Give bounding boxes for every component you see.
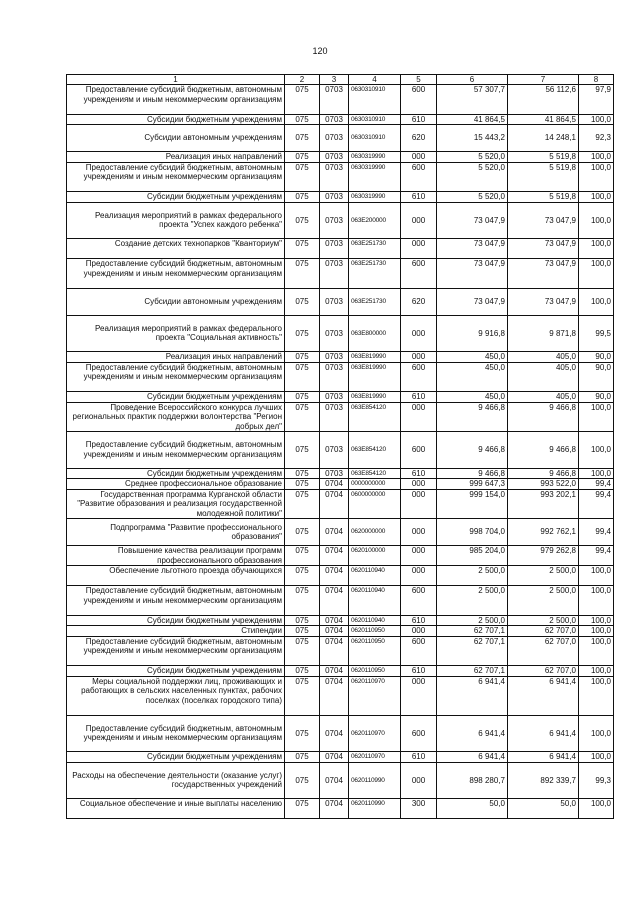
table-row [67,615,614,626]
actual-amount-cell: 73 047,9 [508,239,579,259]
expense-name-cell: Предоставление субсидий бюджетным, автономным учреждениям и иным некоммерческим организациям [67,636,285,666]
table-row [67,519,614,546]
actual-amount-cell: 5 519,8 [508,152,579,163]
grbs-code-cell: 075 [285,636,320,666]
actual-amount-cell: 405,0 [508,362,579,392]
expense-name-cell: Субсидии автономным учреждениям [67,125,285,152]
section-code-cell: 0704 [320,489,349,519]
target-article-cell: 0630319990 [349,152,401,163]
grbs-code-cell: 075 [285,676,320,715]
percent-cell: 100,0 [579,402,614,432]
grbs-code-cell: 075 [285,566,320,586]
actual-amount-cell: 9 466,8 [508,402,579,432]
table-row [67,259,614,289]
section-code-cell: 0703 [320,125,349,152]
section-code-cell: 0703 [320,239,349,259]
planned-amount-cell: 9 466,8 [437,468,508,479]
expense-type-cell: 600 [401,362,437,392]
grbs-code-cell: 075 [285,352,320,363]
planned-amount-cell: 57 307,7 [437,85,508,115]
grbs-code-cell: 075 [285,392,320,403]
expense-name-cell: Субсидии бюджетным учреждениям [67,114,285,125]
planned-amount-cell: 898 280,7 [437,762,508,799]
actual-amount-cell: 979 262,8 [508,546,579,566]
section-code-cell: 0704 [320,566,349,586]
expense-type-cell: 600 [401,162,437,192]
target-article-cell: 063E819990 [349,352,401,363]
planned-amount-cell: 62 707,1 [437,636,508,666]
target-article-cell: 0620110940 [349,586,401,616]
grbs-code-cell: 075 [285,362,320,392]
actual-amount-cell: 6 941,4 [508,752,579,763]
grbs-code-cell: 075 [285,432,320,469]
actual-amount-cell: 5 519,8 [508,162,579,192]
table-row [67,586,614,616]
grbs-code-cell: 075 [285,125,320,152]
expense-type-cell: 610 [401,615,437,626]
section-code-cell: 0704 [320,615,349,626]
actual-amount-cell: 993 202,1 [508,489,579,519]
percent-cell: 100,0 [579,202,614,239]
actual-amount-cell: 2 500,0 [508,566,579,586]
expense-type-cell: 000 [401,402,437,432]
percent-cell: 90,0 [579,392,614,403]
expense-type-cell: 610 [401,752,437,763]
percent-cell: 90,0 [579,362,614,392]
percent-cell: 100,0 [579,586,614,616]
table-row [67,752,614,763]
section-code-cell: 0703 [320,85,349,115]
planned-amount-cell: 5 520,0 [437,152,508,163]
table-row [67,315,614,352]
expense-type-cell: 000 [401,152,437,163]
target-article-cell: 0620110950 [349,626,401,637]
actual-amount-cell: 892 339,7 [508,762,579,799]
target-article-cell: 0630310910 [349,125,401,152]
section-code-cell: 0703 [320,259,349,289]
grbs-code-cell: 075 [285,626,320,637]
planned-amount-cell: 2 500,0 [437,566,508,586]
percent-cell: 100,0 [579,676,614,715]
target-article-cell: 0620110970 [349,752,401,763]
grbs-code-cell: 075 [285,315,320,352]
grbs-code-cell: 075 [285,239,320,259]
grbs-code-cell: 075 [285,202,320,239]
planned-amount-cell: 998 704,0 [437,519,508,546]
actual-amount-cell: 6 941,4 [508,676,579,715]
actual-amount-cell: 73 047,9 [508,259,579,289]
section-code-cell: 0704 [320,546,349,566]
actual-amount-cell: 56 112,6 [508,85,579,115]
target-article-cell: 063E854120 [349,468,401,479]
planned-amount-cell: 15 443,2 [437,125,508,152]
section-code-cell: 0703 [320,432,349,469]
table-row [67,362,614,392]
expense-type-cell: 000 [401,762,437,799]
target-article-cell: 063E251730 [349,288,401,315]
section-code-cell: 0704 [320,762,349,799]
expense-type-cell: 610 [401,192,437,203]
target-article-cell: 0620110990 [349,762,401,799]
actual-amount-cell: 9 466,8 [508,432,579,469]
actual-amount-cell: 405,0 [508,392,579,403]
table-row [67,479,614,490]
grbs-code-cell: 075 [285,799,320,819]
table-row [67,114,614,125]
planned-amount-cell: 450,0 [437,352,508,363]
grbs-code-cell: 075 [285,489,320,519]
target-article-cell: 0630319990 [349,192,401,203]
header-cell: 7 [508,75,579,85]
actual-amount-cell: 5 519,8 [508,192,579,203]
actual-amount-cell: 9 871,8 [508,315,579,352]
planned-amount-cell: 6 941,4 [437,676,508,715]
table-row [67,125,614,152]
actual-amount-cell: 993 522,0 [508,479,579,490]
expense-type-cell: 600 [401,85,437,115]
planned-amount-cell: 50,0 [437,799,508,819]
table-row [67,192,614,203]
section-code-cell: 0703 [320,402,349,432]
expense-name-cell: Подпрограмма "Развитие профессионального образования" [67,519,285,546]
grbs-code-cell: 075 [285,152,320,163]
expense-name-cell: Обеспечение льготного проезда обучающихся [67,566,285,586]
table-row [67,566,614,586]
actual-amount-cell: 2 500,0 [508,615,579,626]
percent-cell: 100,0 [579,152,614,163]
expense-name-cell: Предоставление субсидий бюджетным, автономным учреждениям и иным некоммерческим организациям [67,162,285,192]
planned-amount-cell: 5 520,0 [437,162,508,192]
target-article-cell: 063E251730 [349,259,401,289]
header-cell: 4 [349,75,401,85]
expense-type-cell: 000 [401,352,437,363]
expense-type-cell: 600 [401,715,437,752]
expense-type-cell: 000 [401,676,437,715]
expense-type-cell: 610 [401,114,437,125]
grbs-code-cell: 075 [285,114,320,125]
table-row [67,715,614,752]
percent-cell: 100,0 [579,626,614,637]
budget-table [66,74,614,819]
target-article-cell: 063E200000 [349,202,401,239]
actual-amount-cell: 405,0 [508,352,579,363]
grbs-code-cell: 075 [285,715,320,752]
target-article-cell: 0620110950 [349,636,401,666]
expense-type-cell: 000 [401,519,437,546]
target-article-cell: 063E800000 [349,315,401,352]
planned-amount-cell: 985 204,0 [437,546,508,566]
expense-type-cell: 600 [401,432,437,469]
table-row [67,432,614,469]
header-cell: 5 [401,75,437,85]
table-row [67,392,614,403]
percent-cell: 92,3 [579,125,614,152]
expense-name-cell: Предоставление субсидий бюджетным, автономным учреждениям и иным некоммерческим организациям [67,715,285,752]
actual-amount-cell: 62 707,0 [508,626,579,637]
expense-name-cell: Среднее профессиональное образование [67,479,285,490]
actual-amount-cell: 73 047,9 [508,202,579,239]
expense-type-cell: 000 [401,566,437,586]
target-article-cell: 0620110940 [349,615,401,626]
section-code-cell: 0703 [320,315,349,352]
table-row [67,402,614,432]
table-row [67,85,614,115]
section-code-cell: 0703 [320,362,349,392]
table-row [67,239,614,259]
target-article-cell: 0620110970 [349,715,401,752]
planned-amount-cell: 2 500,0 [437,586,508,616]
planned-amount-cell: 9 916,8 [437,315,508,352]
page-number: 120 [312,46,328,56]
planned-amount-cell: 41 864,5 [437,114,508,125]
planned-amount-cell: 73 047,9 [437,288,508,315]
actual-amount-cell: 992 762,1 [508,519,579,546]
actual-amount-cell: 2 500,0 [508,586,579,616]
table-row [67,636,614,666]
percent-cell: 100,0 [579,715,614,752]
planned-amount-cell: 73 047,9 [437,202,508,239]
table-row [67,162,614,192]
expense-type-cell: 610 [401,392,437,403]
percent-cell: 100,0 [579,239,614,259]
section-code-cell: 0704 [320,752,349,763]
expense-name-cell: Субсидии бюджетным учреждениям [67,666,285,677]
actual-amount-cell: 9 466,8 [508,468,579,479]
section-code-cell: 0704 [320,519,349,546]
expense-name-cell: Проведение Всероссийского конкурса лучших региональных практик поддержки волонтерства "Регион добрых дел" [67,402,285,432]
percent-cell: 99,3 [579,762,614,799]
grbs-code-cell: 075 [285,85,320,115]
header-cell: 1 [67,75,285,85]
target-article-cell: 0630310910 [349,85,401,115]
expense-name-cell: Предоставление субсидий бюджетным, автономным учреждениям и иным некоммерческим организациям [67,85,285,115]
grbs-code-cell: 075 [285,259,320,289]
planned-amount-cell: 62 707,1 [437,626,508,637]
target-article-cell: 0620100000 [349,546,401,566]
actual-amount-cell: 6 941,4 [508,715,579,752]
expense-type-cell: 610 [401,468,437,479]
grbs-code-cell: 075 [285,468,320,479]
expense-type-cell: 300 [401,799,437,819]
actual-amount-cell: 62 707,0 [508,636,579,666]
percent-cell: 100,0 [579,162,614,192]
grbs-code-cell: 075 [285,546,320,566]
section-code-cell: 0703 [320,114,349,125]
expense-name-cell: Предоставление субсидий бюджетным, автономным учреждениям и иным некоммерческим организациям [67,432,285,469]
planned-amount-cell: 450,0 [437,392,508,403]
actual-amount-cell: 73 047,9 [508,288,579,315]
percent-cell: 99,4 [579,546,614,566]
table-row [67,799,614,819]
expense-name-cell: Субсидии бюджетным учреждениям [67,752,285,763]
percent-cell: 97,9 [579,85,614,115]
expense-name-cell: Предоставление субсидий бюджетным, автономным учреждениям и иным некоммерческим организациям [67,259,285,289]
target-article-cell: 063E854120 [349,432,401,469]
section-code-cell: 0704 [320,636,349,666]
expense-type-cell: 620 [401,125,437,152]
section-code-cell: 0703 [320,152,349,163]
percent-cell: 100,0 [579,666,614,677]
target-article-cell: 0630319990 [349,162,401,192]
planned-amount-cell: 999 647,3 [437,479,508,490]
section-code-cell: 0704 [320,586,349,616]
section-code-cell: 0703 [320,392,349,403]
expense-type-cell: 000 [401,315,437,352]
target-article-cell: 063E251730 [349,239,401,259]
expense-name-cell: Реализация мероприятий в рамках федерального проекта "Успех каждого ребенка" [67,202,285,239]
table-row [67,202,614,239]
expense-name-cell: Предоставление субсидий бюджетным, автономным учреждениям и иным некоммерческим организациям [67,362,285,392]
expense-type-cell: 600 [401,636,437,666]
section-code-cell: 0704 [320,479,349,490]
expense-type-cell: 610 [401,666,437,677]
section-code-cell: 0703 [320,202,349,239]
section-code-cell: 0703 [320,288,349,315]
table-row [67,288,614,315]
section-code-cell: 0704 [320,676,349,715]
expense-type-cell: 000 [401,626,437,637]
target-article-cell: 0000000000 [349,479,401,490]
table-header-row [67,75,614,85]
header-cell: 3 [320,75,349,85]
planned-amount-cell: 9 466,8 [437,432,508,469]
expense-name-cell: Реализация мероприятий в рамках федерального проекта "Социальная активность" [67,315,285,352]
expense-name-cell: Социальное обеспечение и иные выплаты населению [67,799,285,819]
section-code-cell: 0703 [320,192,349,203]
grbs-code-cell: 075 [285,192,320,203]
actual-amount-cell: 62 707,0 [508,666,579,677]
grbs-code-cell: 075 [285,666,320,677]
grbs-code-cell: 075 [285,479,320,490]
target-article-cell: 0620110940 [349,566,401,586]
table-row [67,666,614,677]
expense-type-cell: 000 [401,479,437,490]
percent-cell: 100,0 [579,432,614,469]
percent-cell: 99,4 [579,479,614,490]
expense-name-cell: Создание детских технопарков "Кванториум" [67,239,285,259]
percent-cell: 99,4 [579,519,614,546]
planned-amount-cell: 6 941,4 [437,752,508,763]
percent-cell: 90,0 [579,352,614,363]
target-article-cell: 063E819990 [349,362,401,392]
grbs-code-cell: 075 [285,162,320,192]
planned-amount-cell: 6 941,4 [437,715,508,752]
expense-name-cell: Предоставление субсидий бюджетным, автономным учреждениям и иным некоммерческим организациям [67,586,285,616]
percent-cell: 99,4 [579,489,614,519]
table-row [67,352,614,363]
planned-amount-cell: 450,0 [437,362,508,392]
table-row [67,152,614,163]
target-article-cell: 0620110990 [349,799,401,819]
percent-cell: 100,0 [579,259,614,289]
planned-amount-cell: 62 707,1 [437,666,508,677]
planned-amount-cell: 999 154,0 [437,489,508,519]
planned-amount-cell: 5 520,0 [437,192,508,203]
table-row [67,468,614,479]
expense-type-cell: 000 [401,202,437,239]
expense-type-cell: 000 [401,489,437,519]
expense-type-cell: 620 [401,288,437,315]
header-cell: 6 [437,75,508,85]
expense-name-cell: Государственная программа Курганской области "Развитие образования и реализация государственной молодежной политики" [67,489,285,519]
table-row [67,546,614,566]
expense-type-cell: 600 [401,259,437,289]
expense-name-cell: Субсидии бюджетным учреждениям [67,192,285,203]
table-row [67,762,614,799]
grbs-code-cell: 075 [285,752,320,763]
expense-name-cell: Реализация иных направлений [67,352,285,363]
planned-amount-cell: 9 466,8 [437,402,508,432]
planned-amount-cell: 73 047,9 [437,239,508,259]
actual-amount-cell: 41 864,5 [508,114,579,125]
actual-amount-cell: 14 248,1 [508,125,579,152]
actual-amount-cell: 50,0 [508,799,579,819]
table-row [67,489,614,519]
percent-cell: 100,0 [579,615,614,626]
header-cell: 2 [285,75,320,85]
expense-type-cell: 000 [401,546,437,566]
planned-amount-cell: 73 047,9 [437,259,508,289]
grbs-code-cell: 075 [285,615,320,626]
percent-cell: 100,0 [579,288,614,315]
expense-name-cell: Субсидии бюджетным учреждениям [67,468,285,479]
grbs-code-cell: 075 [285,288,320,315]
expense-type-cell: 600 [401,586,437,616]
section-code-cell: 0703 [320,468,349,479]
grbs-code-cell: 075 [285,519,320,546]
expense-name-cell: Реализация иных направлений [67,152,285,163]
expense-name-cell: Расходы на обеспечение деятельности (оказание услуг) государственных учреждений [67,762,285,799]
section-code-cell: 0703 [320,162,349,192]
percent-cell: 100,0 [579,114,614,125]
target-article-cell: 063E819990 [349,392,401,403]
section-code-cell: 0704 [320,626,349,637]
target-article-cell: 0600000000 [349,489,401,519]
target-article-cell: 0630310910 [349,114,401,125]
grbs-code-cell: 075 [285,402,320,432]
expense-name-cell: Повышение качества реализации программ профессионального образования [67,546,285,566]
table-row [67,676,614,715]
table-row [67,626,614,637]
percent-cell: 99,5 [579,315,614,352]
percent-cell: 100,0 [579,566,614,586]
target-article-cell: 0620110950 [349,666,401,677]
target-article-cell: 0620110970 [349,676,401,715]
target-article-cell: 0620000000 [349,519,401,546]
section-code-cell: 0704 [320,715,349,752]
target-article-cell: 063E854120 [349,402,401,432]
section-code-cell: 0703 [320,352,349,363]
section-code-cell: 0704 [320,666,349,677]
expense-name-cell: Субсидии бюджетным учреждениям [67,392,285,403]
section-code-cell: 0704 [320,799,349,819]
expense-name-cell: Субсидии автономным учреждениям [67,288,285,315]
percent-cell: 100,0 [579,799,614,819]
planned-amount-cell: 2 500,0 [437,615,508,626]
percent-cell: 100,0 [579,752,614,763]
percent-cell: 100,0 [579,636,614,666]
expense-name-cell: Субсидии бюджетным учреждениям [67,615,285,626]
grbs-code-cell: 075 [285,762,320,799]
expense-type-cell: 000 [401,239,437,259]
expense-name-cell: Стипендии [67,626,285,637]
percent-cell: 100,0 [579,468,614,479]
expense-name-cell: Меры социальной поддержки лиц, проживающих и работающих в сельских населенных пунктах, рабочих поселках (поселках городского типа) [67,676,285,715]
percent-cell: 100,0 [579,192,614,203]
grbs-code-cell: 075 [285,586,320,616]
header-cell: 8 [579,75,614,85]
